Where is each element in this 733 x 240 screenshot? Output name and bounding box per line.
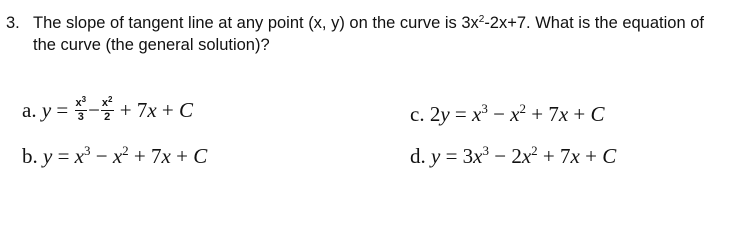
- option-b-term3-var: x: [161, 144, 171, 168]
- option-a-label: a.: [22, 98, 37, 122]
- option-a-frac1-numerator: x: [75, 96, 82, 109]
- option-d-term2-exp: 2: [531, 143, 538, 158]
- option-b-op-3: +: [176, 144, 188, 168]
- option-a-equals: =: [56, 98, 69, 122]
- option-c-equals: =: [454, 102, 467, 126]
- option-c-op-2: +: [531, 102, 544, 126]
- option-a-frac2-exponent: 2: [108, 94, 113, 104]
- option-a-frac2-denominator: 2: [104, 110, 111, 123]
- option-b-lhs: y: [43, 144, 53, 168]
- option-b-term2-exp: 2: [122, 143, 129, 158]
- option-a-minus: −: [88, 98, 100, 122]
- option-c-op-1: −: [493, 102, 505, 126]
- option-d-term1-var: x: [473, 144, 483, 168]
- question-line1-part1: The slope of tangent line at any point (x, y) on the curve is 3x: [33, 14, 479, 32]
- option-a-frac1-exponent: 3: [81, 94, 87, 104]
- option-a-lhs: y: [41, 98, 52, 122]
- option-d-term2-var: x: [521, 144, 532, 168]
- option-d-equals: =: [445, 144, 458, 168]
- option-d-lhs: y: [431, 144, 441, 168]
- question-line1-superscript: 2: [478, 14, 485, 25]
- option-b[interactable]: [22, 143, 207, 169]
- option-a[interactable]: [22, 94, 194, 126]
- option-b-label: b.: [22, 144, 38, 168]
- option-b-term1-var: x: [74, 144, 84, 168]
- option-a-plus-2: +: [161, 98, 174, 122]
- option-d-term1-coef: 3: [462, 144, 474, 168]
- option-d-term3-var: x: [570, 144, 580, 168]
- option-a-fraction-2: [101, 94, 114, 124]
- question-line1-part2: -2x+7. What is the equation of: [484, 14, 704, 32]
- option-a-plus-1: +: [119, 98, 132, 122]
- option-d-constant: C: [602, 144, 617, 168]
- option-b-equals: =: [57, 144, 70, 168]
- option-b-term3-coef: 7: [151, 144, 162, 168]
- option-c-lhs-var: y: [440, 102, 450, 126]
- option-d-op-1: −: [494, 144, 507, 168]
- option-c-term2-var: x: [510, 102, 520, 126]
- option-a-term3-coef: 7: [136, 98, 148, 122]
- option-c-constant: C: [590, 102, 605, 126]
- option-c-label: c.: [410, 102, 425, 126]
- option-c-term3-coef: 7: [548, 102, 559, 126]
- option-a-constant: C: [179, 98, 194, 122]
- option-b-constant: C: [193, 144, 208, 168]
- option-c-lhs-coef: 2: [429, 102, 441, 126]
- option-d-term2-coef: 2: [511, 144, 522, 168]
- option-b-op-1: −: [95, 144, 108, 168]
- option-d[interactable]: [410, 143, 616, 169]
- option-d-term3-coef: 7: [560, 144, 571, 168]
- option-c-op-3: +: [573, 102, 586, 126]
- option-d-label: d.: [410, 144, 426, 168]
- option-a-term3-var: x: [147, 98, 157, 122]
- option-d-term1-exp: 3: [482, 143, 489, 158]
- option-b-term1-exp: 3: [84, 143, 91, 158]
- option-a-frac2-numerator: x: [101, 96, 109, 109]
- option-a-fraction-1: [75, 94, 88, 124]
- option-a-frac1-denominator: 3: [77, 110, 84, 123]
- option-c-term2-exp: 2: [519, 101, 526, 116]
- option-b-term2-var: x: [112, 144, 123, 168]
- option-c-term1-var: x: [472, 102, 482, 126]
- question-line2: the curve (the general solution)?: [33, 36, 270, 54]
- option-d-op-2: +: [542, 144, 555, 168]
- question-number: 3.: [6, 14, 20, 32]
- option-d-op-3: +: [585, 144, 597, 168]
- option-c[interactable]: [410, 101, 605, 127]
- option-c-term3-var: x: [558, 102, 569, 126]
- option-b-op-2: +: [133, 144, 146, 168]
- option-c-term1-exp: 3: [481, 101, 488, 116]
- question-text: [33, 12, 728, 56]
